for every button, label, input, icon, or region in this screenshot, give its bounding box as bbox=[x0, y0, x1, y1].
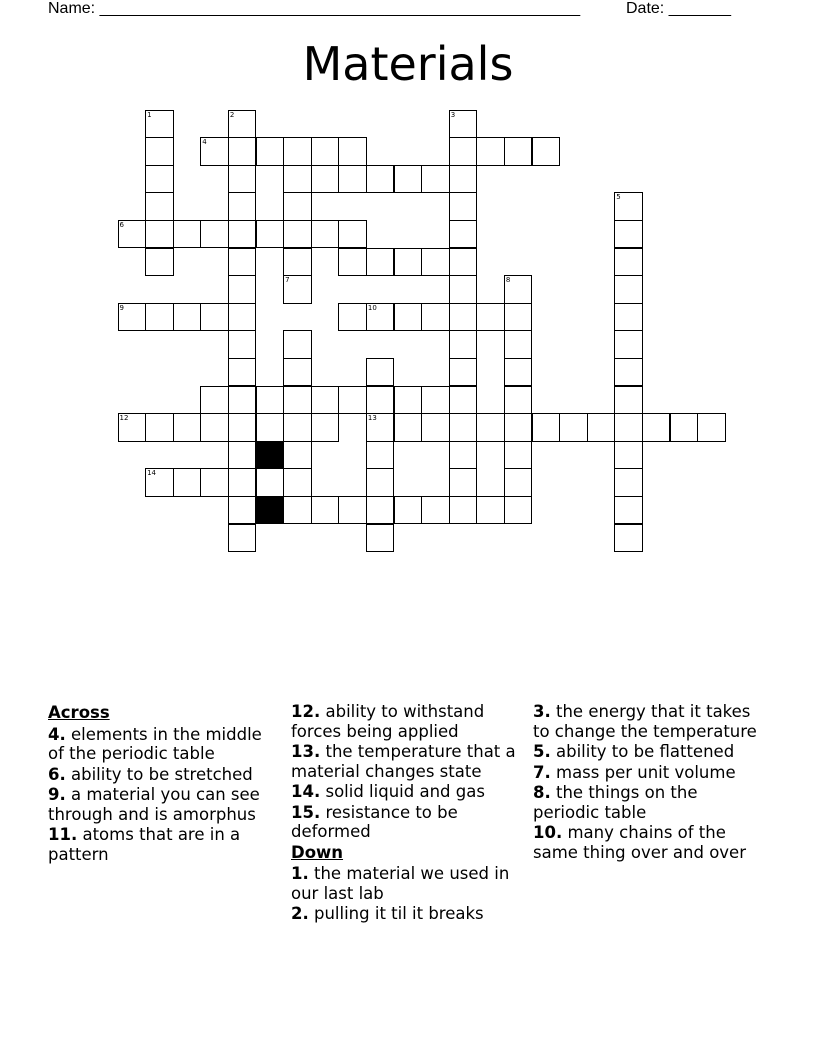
crossword-cell[interactable] bbox=[394, 496, 423, 525]
crossword-cell[interactable] bbox=[311, 220, 340, 249]
down-clue-list-continued bbox=[533, 702, 763, 862]
clue-item bbox=[533, 783, 763, 822]
clue-item-number: 10. bbox=[533, 823, 563, 842]
clue-item-text: solid liquid and gas bbox=[320, 782, 485, 801]
crossword-cell[interactable] bbox=[228, 137, 257, 166]
crossword-cell[interactable] bbox=[173, 468, 202, 497]
clue-number: 3 bbox=[450, 110, 456, 119]
crossword-cell[interactable] bbox=[366, 303, 395, 332]
crossword-cell[interactable] bbox=[283, 192, 312, 221]
crossword-cell[interactable] bbox=[118, 220, 147, 249]
crossword-cell[interactable] bbox=[449, 110, 478, 139]
crossword-cell[interactable] bbox=[228, 441, 257, 470]
crossword-cell[interactable] bbox=[256, 220, 285, 249]
crossword-cell[interactable] bbox=[394, 248, 423, 277]
clue-item-number: 7. bbox=[533, 762, 551, 782]
crossword-cell[interactable] bbox=[366, 524, 395, 553]
crossword-cell[interactable] bbox=[145, 220, 174, 249]
crossword-cell[interactable] bbox=[145, 137, 174, 166]
crossword-cell[interactable] bbox=[338, 220, 367, 249]
clue-column-3 bbox=[533, 702, 763, 863]
clue-number: 7 bbox=[285, 276, 290, 285]
page-title: Materials bbox=[302, 37, 514, 91]
clue-item-number: 5. bbox=[533, 742, 551, 761]
crossword-cell[interactable] bbox=[614, 441, 643, 470]
crossword-cell[interactable] bbox=[338, 165, 367, 194]
clue-item-text: ability to be stretched bbox=[65, 764, 253, 784]
crossword-cell[interactable] bbox=[449, 220, 478, 249]
crossword-cell[interactable] bbox=[283, 248, 312, 277]
crossword-cell[interactable] bbox=[228, 496, 257, 525]
crossword-cell[interactable] bbox=[614, 275, 643, 304]
crossword-cell[interactable] bbox=[256, 468, 285, 497]
clue-item-text: ability to be flattened bbox=[550, 742, 735, 761]
across-clue-list bbox=[48, 725, 278, 865]
clue-number: 6 bbox=[119, 220, 124, 229]
crossword-cell[interactable] bbox=[283, 165, 312, 194]
down-clue-list bbox=[291, 864, 521, 924]
crossword-cell[interactable] bbox=[200, 220, 229, 249]
crossword-cell[interactable] bbox=[145, 110, 174, 139]
crossword-cell[interactable] bbox=[421, 165, 450, 194]
crossword-cell[interactable] bbox=[421, 303, 450, 332]
crossword-cell[interactable] bbox=[697, 413, 726, 442]
clue-item-number: 9. bbox=[48, 785, 66, 804]
clue-item bbox=[291, 782, 521, 802]
clue-item-number: 1. bbox=[291, 864, 309, 883]
crossword-cell[interactable] bbox=[338, 248, 367, 277]
clue-number: 1 bbox=[147, 110, 152, 119]
clue-number: 4 bbox=[202, 138, 207, 147]
crossword-cell[interactable] bbox=[228, 413, 257, 442]
crossword-cell[interactable] bbox=[228, 468, 257, 497]
crossword-cell[interactable] bbox=[449, 386, 478, 415]
crossword-cell[interactable] bbox=[338, 496, 367, 525]
clue-item-text: the energy that it takes to change the temperature bbox=[533, 702, 757, 741]
clue-item-number: 8. bbox=[533, 783, 551, 802]
crossword-cell[interactable] bbox=[145, 248, 174, 277]
clue-item bbox=[291, 803, 521, 842]
crossword-cell[interactable] bbox=[504, 441, 533, 470]
clue-item bbox=[533, 763, 763, 783]
crossword-cell[interactable] bbox=[504, 413, 533, 442]
crossword-cell[interactable] bbox=[228, 220, 257, 249]
clue-column-2 bbox=[291, 702, 521, 925]
crossword-cell[interactable] bbox=[449, 248, 478, 277]
crossword-cell[interactable] bbox=[614, 303, 643, 332]
crossword-cell[interactable] bbox=[366, 165, 395, 194]
crossword-cell[interactable] bbox=[366, 496, 395, 525]
crossword-cell[interactable] bbox=[421, 386, 450, 415]
crossword-cell[interactable] bbox=[311, 386, 340, 415]
crossword-cell[interactable] bbox=[228, 248, 257, 277]
crossword-cell[interactable] bbox=[394, 303, 423, 332]
crossword-cell[interactable] bbox=[228, 524, 257, 553]
crossword-cell[interactable] bbox=[256, 386, 285, 415]
crossword-cell[interactable] bbox=[256, 413, 285, 442]
crossword-cell[interactable] bbox=[311, 137, 340, 166]
crossword-cell[interactable] bbox=[504, 358, 533, 387]
crossword-cell[interactable] bbox=[642, 413, 671, 442]
clue-item-number: 14. bbox=[291, 782, 321, 801]
clue-number: 10 bbox=[367, 303, 377, 312]
crossword-cell[interactable] bbox=[228, 192, 257, 221]
clue-item-number: 4. bbox=[48, 724, 66, 744]
clue-item bbox=[291, 864, 521, 903]
clue-item-number: 3. bbox=[533, 702, 551, 721]
clue-item bbox=[48, 725, 278, 764]
crossword-cell[interactable] bbox=[476, 303, 505, 332]
clue-number: 13 bbox=[367, 414, 377, 423]
crossword-cell[interactable] bbox=[283, 441, 312, 470]
clue-item-text: mass per unit volume bbox=[550, 762, 736, 782]
crossword-cell[interactable] bbox=[283, 330, 312, 359]
crossword-cell[interactable] bbox=[283, 496, 312, 525]
crossword-cell[interactable] bbox=[449, 468, 478, 497]
crossword-cell[interactable] bbox=[476, 137, 505, 166]
crossword-cell[interactable] bbox=[145, 413, 174, 442]
clue-number: 14 bbox=[147, 469, 157, 478]
crossword-cell[interactable] bbox=[587, 413, 616, 442]
crossword-cell[interactable] bbox=[366, 248, 395, 277]
crossword-cell[interactable] bbox=[614, 413, 643, 442]
name-field-label: Name: ______________________________________________________ bbox=[48, 0, 581, 17]
crossword-cell[interactable] bbox=[145, 165, 174, 194]
crossword-cell[interactable] bbox=[614, 248, 643, 277]
across-clue-list-continued bbox=[291, 702, 521, 842]
clue-item-text: the temperature that a material changes state bbox=[291, 742, 516, 781]
clue-item-text: the material we used in our last lab bbox=[291, 864, 510, 903]
crossword-cell[interactable] bbox=[614, 524, 643, 553]
crossword-cell[interactable] bbox=[421, 496, 450, 525]
crossword-cell[interactable] bbox=[283, 358, 312, 387]
crossword-cell[interactable] bbox=[283, 468, 312, 497]
clue-item-text: many chains of the same thing over and over bbox=[533, 823, 746, 862]
crossword-cell[interactable] bbox=[338, 386, 367, 415]
clue-item-number: 15. bbox=[291, 802, 321, 822]
crossword-cell[interactable] bbox=[449, 441, 478, 470]
crossword-cell[interactable] bbox=[614, 358, 643, 387]
crossword-cell[interactable] bbox=[145, 303, 174, 332]
crossword-cell[interactable] bbox=[366, 413, 395, 442]
crossword-cell[interactable] bbox=[228, 386, 257, 415]
crossword-cell[interactable] bbox=[173, 303, 202, 332]
clue-item bbox=[48, 785, 278, 824]
crossword-cell[interactable] bbox=[670, 413, 699, 442]
crossword-cell[interactable] bbox=[449, 496, 478, 525]
date-field-label: Date: _______ bbox=[626, 0, 731, 17]
clue-item-text: resistance to be deformed bbox=[291, 802, 458, 841]
clue-item-text: the things on the periodic table bbox=[533, 783, 698, 822]
clue-item-number: 11. bbox=[48, 825, 78, 844]
clue-item bbox=[291, 742, 521, 781]
clue-number: 9 bbox=[119, 303, 124, 312]
crossword-cell[interactable] bbox=[449, 137, 478, 166]
crossword-cell[interactable] bbox=[614, 386, 643, 415]
crossword-cell[interactable] bbox=[283, 413, 312, 442]
crossword-cell[interactable] bbox=[394, 165, 423, 194]
crossword-cell[interactable] bbox=[614, 192, 643, 221]
crossword-cell[interactable] bbox=[449, 165, 478, 194]
crossword-cell[interactable] bbox=[200, 303, 229, 332]
crossword-cell[interactable] bbox=[366, 441, 395, 470]
crossword-cell[interactable] bbox=[449, 192, 478, 221]
crossword-cell[interactable] bbox=[283, 220, 312, 249]
clue-number: 5 bbox=[616, 193, 621, 202]
crossword-cell[interactable] bbox=[532, 137, 561, 166]
clue-item bbox=[533, 742, 763, 762]
crossword-cell[interactable] bbox=[449, 413, 478, 442]
crossword-cell[interactable] bbox=[449, 330, 478, 359]
crossword-cell[interactable] bbox=[311, 165, 340, 194]
clue-item-text: a material you can see through and is amorphus bbox=[48, 785, 260, 824]
clue-item-number: 6. bbox=[48, 764, 66, 784]
crossword-cell[interactable] bbox=[504, 137, 533, 166]
down-heading: Down bbox=[291, 842, 344, 862]
crossword-cell[interactable] bbox=[366, 386, 395, 415]
crossword-cell[interactable] bbox=[311, 496, 340, 525]
crossword-cell[interactable] bbox=[504, 303, 533, 332]
across-heading: Across bbox=[48, 703, 110, 722]
clue-item bbox=[291, 904, 521, 924]
blocked-cell bbox=[256, 441, 285, 470]
crossword-cell[interactable] bbox=[614, 220, 643, 249]
crossword-cell[interactable] bbox=[504, 468, 533, 497]
crossword-cell[interactable] bbox=[338, 303, 367, 332]
clue-number: 12 bbox=[119, 414, 129, 423]
crossword-cell[interactable] bbox=[394, 386, 423, 415]
crossword-cell[interactable] bbox=[145, 468, 174, 497]
crossword-cell[interactable] bbox=[256, 137, 285, 166]
crossword-cell[interactable] bbox=[283, 275, 312, 304]
clue-item bbox=[48, 765, 278, 785]
crossword-cell[interactable] bbox=[614, 330, 643, 359]
crossword-cell[interactable] bbox=[559, 413, 588, 442]
crossword-cell[interactable] bbox=[228, 275, 257, 304]
crossword-cell[interactable] bbox=[504, 496, 533, 525]
crossword-cell[interactable] bbox=[228, 330, 257, 359]
clue-item bbox=[533, 823, 763, 862]
crossword-cell[interactable] bbox=[614, 496, 643, 525]
crossword-cell[interactable] bbox=[421, 248, 450, 277]
clue-number: 2 bbox=[229, 110, 235, 119]
crossword-cell[interactable] bbox=[228, 303, 257, 332]
crossword-cell[interactable] bbox=[476, 496, 505, 525]
clue-number: 8 bbox=[505, 276, 511, 285]
crossword-cell[interactable] bbox=[504, 275, 533, 304]
crossword-cell[interactable] bbox=[228, 110, 257, 139]
crossword-cell[interactable] bbox=[173, 220, 202, 249]
crossword-cell[interactable] bbox=[145, 192, 174, 221]
crossword-cell[interactable] bbox=[449, 358, 478, 387]
clue-item-text: ability to withstand forces being applied bbox=[291, 702, 485, 741]
crossword-cell[interactable] bbox=[118, 303, 147, 332]
crossword-cell[interactable] bbox=[200, 468, 229, 497]
crossword-cell[interactable] bbox=[394, 413, 423, 442]
crossword-cell[interactable] bbox=[449, 303, 478, 332]
crossword-cell[interactable] bbox=[366, 468, 395, 497]
clue-item-text: elements in the middle of the periodic table bbox=[48, 724, 262, 763]
clue-item-text: atoms that are in a pattern bbox=[48, 825, 241, 864]
crossword-cell[interactable] bbox=[200, 413, 229, 442]
clue-item-text: pulling it til it breaks bbox=[308, 904, 484, 923]
blocked-cell bbox=[256, 496, 285, 525]
crossword-cell[interactable] bbox=[449, 275, 478, 304]
clue-item-number: 12. bbox=[291, 702, 321, 721]
clue-item-number: 2. bbox=[291, 904, 309, 923]
crossword-cell[interactable] bbox=[504, 386, 533, 415]
crossword-cell[interactable] bbox=[228, 358, 257, 387]
clue-item-number: 13. bbox=[291, 742, 321, 761]
crossword-cell[interactable] bbox=[338, 137, 367, 166]
crossword-cell[interactable] bbox=[421, 413, 450, 442]
crossword-cell[interactable] bbox=[614, 468, 643, 497]
clue-item bbox=[291, 702, 521, 741]
crossword-cell[interactable] bbox=[228, 165, 257, 194]
crossword-cell[interactable] bbox=[476, 413, 505, 442]
crossword-cell[interactable] bbox=[283, 137, 312, 166]
clue-item bbox=[48, 825, 278, 864]
crossword-cell[interactable] bbox=[366, 358, 395, 387]
crossword-cell[interactable] bbox=[283, 386, 312, 415]
crossword-cell[interactable] bbox=[311, 413, 340, 442]
crossword-cell[interactable] bbox=[200, 137, 229, 166]
crossword-cell[interactable] bbox=[532, 413, 561, 442]
crossword-cell[interactable] bbox=[504, 330, 533, 359]
crossword-cell[interactable] bbox=[173, 413, 202, 442]
clue-column-1 bbox=[48, 702, 278, 865]
crossword-cell[interactable] bbox=[200, 386, 229, 415]
clue-item bbox=[533, 702, 763, 741]
crossword-cell[interactable] bbox=[118, 413, 147, 442]
